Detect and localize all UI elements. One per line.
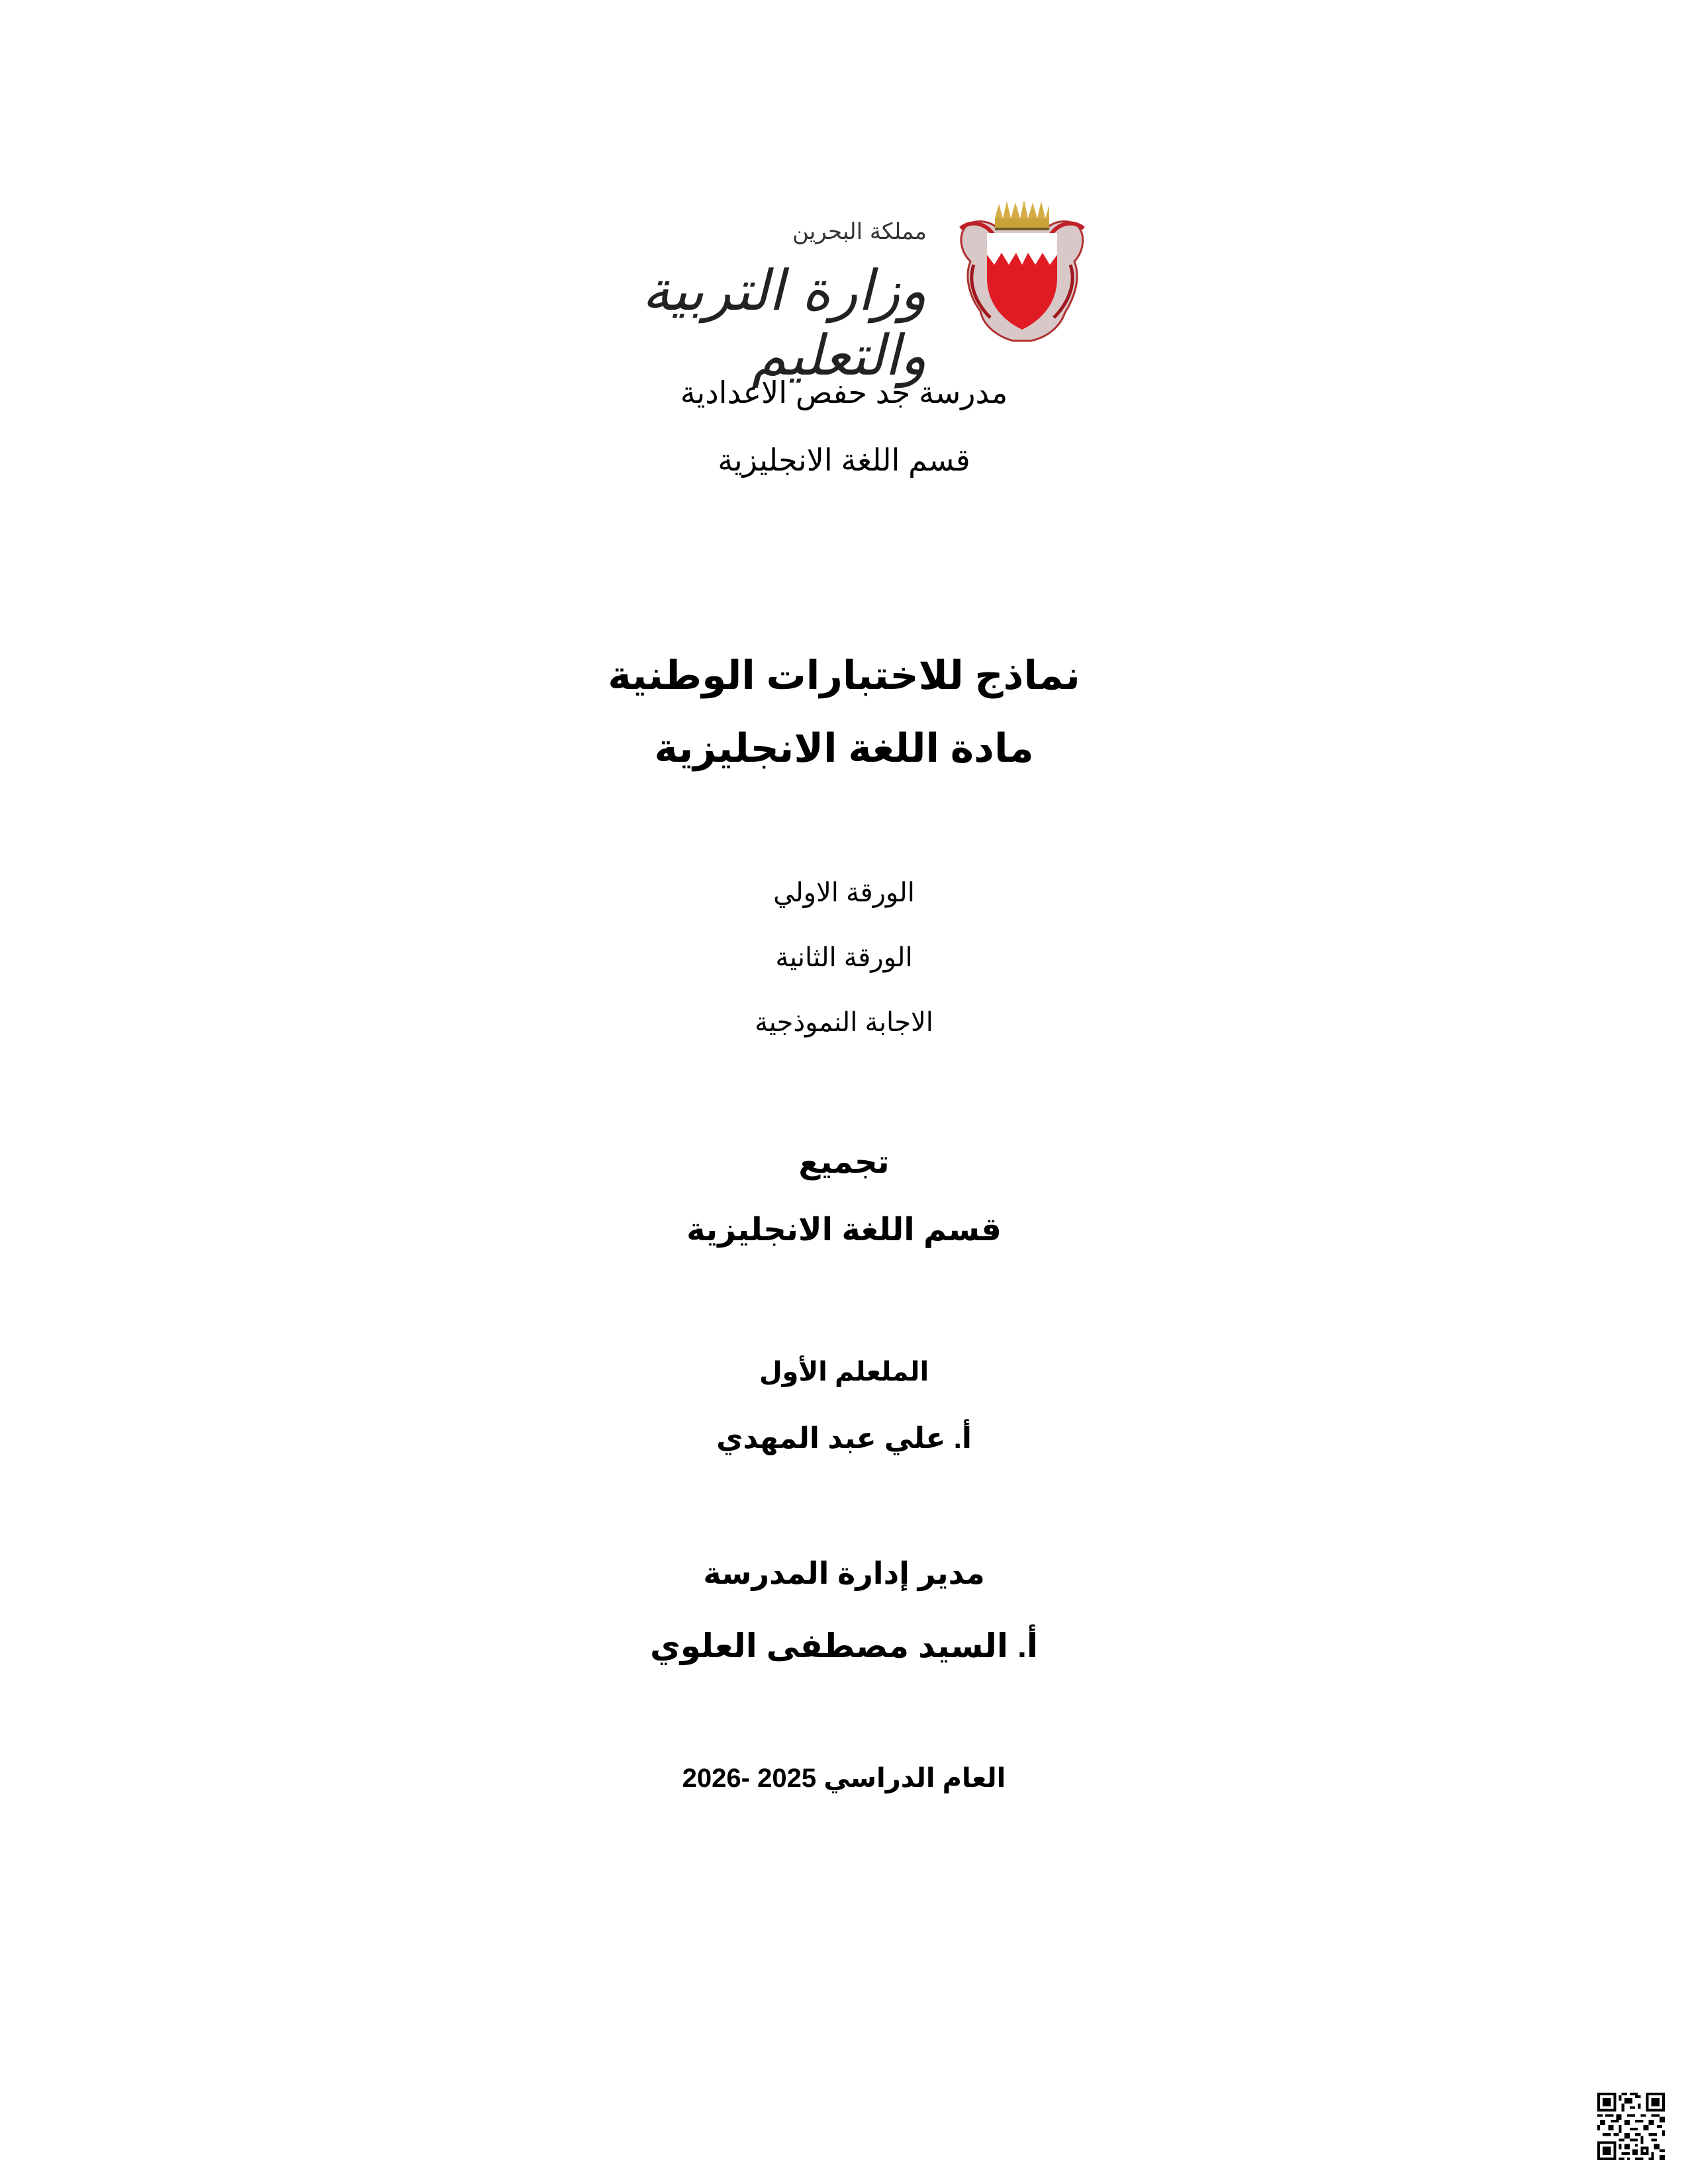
subject-title: مادة اللغة الانجليزية xyxy=(654,726,1034,770)
document-title: نماذج للاختبارات الوطنية xyxy=(608,653,1080,698)
compiled-label: تجميع xyxy=(798,1145,890,1180)
senior-teacher-role: الملعلم الأول xyxy=(759,1357,929,1387)
kingdom-label: مملكة البحرين xyxy=(792,218,927,245)
ministry-label: وزارة التربية والتعليم xyxy=(641,258,927,388)
bahrain-emblem-icon xyxy=(954,199,1090,345)
contents-item-paper-1: الورقة الاولي xyxy=(773,878,915,907)
ministry-logo xyxy=(583,192,1099,388)
school-name: مدرسة جد حفص الاعدادية xyxy=(680,375,1008,410)
principal-role: مدير إدارة المدرسة xyxy=(703,1556,985,1590)
ministry-wordmark xyxy=(583,205,927,388)
qr-code-icon xyxy=(1597,2093,1665,2160)
principal-name: أ. السيد مصطفى العلوي xyxy=(649,1627,1038,1664)
academic-year: العام الدراسي 2025 -2026 xyxy=(682,1764,1006,1793)
compiled-by: قسم اللغة الانجليزية xyxy=(686,1212,1002,1248)
contents-item-model-answer: الاجابة النموذجية xyxy=(755,1008,933,1037)
contents-item-paper-2: الورقة الثانية xyxy=(775,943,913,972)
department-name: قسم اللغة الانجليزية xyxy=(718,443,970,477)
senior-teacher-name: أ. علي عبد المهدي xyxy=(716,1422,972,1455)
